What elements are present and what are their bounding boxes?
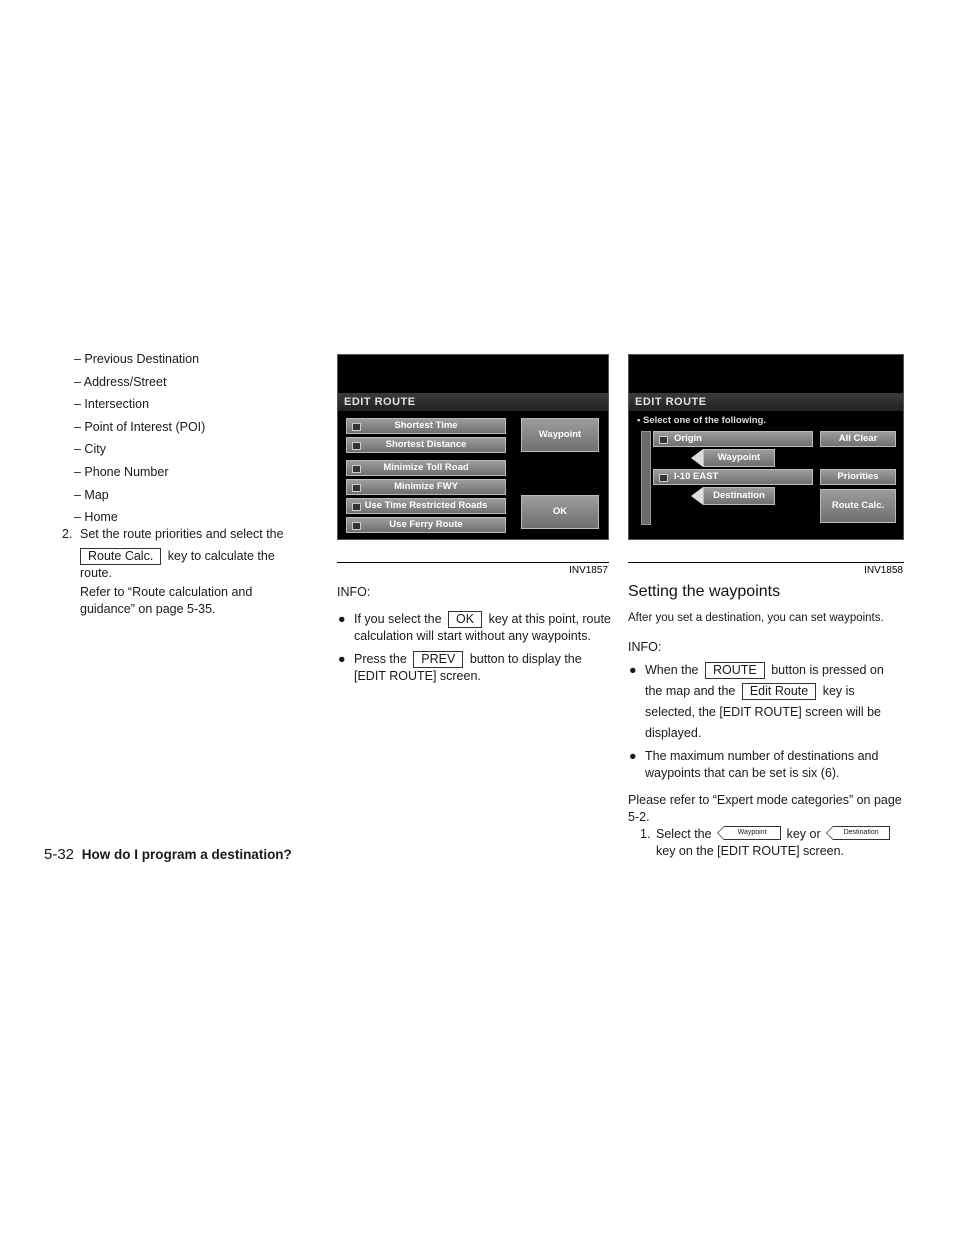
intro-text: After you set a destination, you can set waypoints.	[628, 612, 884, 624]
priority-button-label: Minimize FWY	[394, 481, 458, 492]
destination-flag-icon	[659, 474, 668, 482]
screen-title: EDIT ROUTE	[629, 393, 903, 411]
priority-button-label: Shortest Distance	[385, 439, 467, 450]
page-number: 5-32	[44, 846, 75, 863]
bullet-icon: ●	[338, 612, 346, 626]
priority-button[interactable]	[346, 460, 506, 476]
waypoint-arrow-icon	[691, 449, 703, 467]
bullet-text: key at this point, route calculation will start without any waypoints.	[354, 612, 611, 643]
priority-button[interactable]	[346, 418, 506, 434]
destination-key-icon: Destination	[833, 826, 890, 840]
refer-text: Please refer to “Expert mode categories” on page 5-2.	[628, 793, 902, 824]
bullet-text: When the	[645, 663, 699, 677]
route-calc-key: Route Calc.	[80, 548, 161, 565]
option-list-item: – Intersection	[74, 397, 150, 412]
section-heading: Setting the waypoints	[628, 583, 781, 600]
checkbox-icon	[352, 503, 361, 511]
priority-button-label: Shortest Time	[394, 420, 458, 431]
checkbox-icon	[352, 522, 361, 530]
prev-key: PREV	[413, 651, 463, 668]
i10-east-button[interactable]: I-10 EAST	[653, 469, 813, 485]
option-list-item: – Previous Destination	[74, 352, 200, 366]
origin-icon	[659, 436, 668, 444]
page-footer	[44, 846, 292, 863]
checkbox-icon	[352, 423, 361, 431]
info-title: INFO:	[628, 640, 662, 654]
priority-button-label: Use Ferry Route	[389, 519, 463, 530]
edit-route-screen-2	[628, 354, 904, 540]
priority-button[interactable]	[346, 479, 506, 495]
bullet-text: Press the	[354, 652, 407, 666]
bullet-text: button to display the [EDIT ROUTE] screen.	[354, 652, 582, 683]
option-list-item: – Point of Interest (POI)	[74, 419, 206, 434]
previous-options-list	[58, 351, 308, 532]
bullet-icon: ●	[629, 663, 637, 677]
step-1	[628, 826, 904, 860]
bullet-text: If you select the	[354, 612, 442, 626]
bullet-text: The maximum number of destinations and waypoints that can be set is six (6).	[645, 749, 879, 780]
step-text: Set the route priorities and select the	[80, 526, 284, 541]
waypoint-insert-button[interactable]: Waypoint	[703, 449, 775, 467]
scrollbar[interactable]	[641, 431, 651, 525]
info-bullet	[337, 611, 613, 645]
option-list-item: – Home	[74, 510, 118, 525]
option-list-item: – Map	[74, 487, 109, 502]
option-list-item: – Phone Number	[74, 464, 169, 479]
step-number: 1.	[640, 827, 651, 841]
chapter-title: How do I program a destination?	[81, 847, 292, 862]
priorities-button[interactable]: Priorities	[820, 469, 896, 485]
route-key: ROUTE	[705, 662, 765, 679]
step-2	[58, 526, 308, 618]
priority-button[interactable]	[346, 437, 506, 453]
waypoint-button[interactable]: Waypoint	[521, 418, 599, 452]
column-left	[58, 351, 308, 618]
step-number: 2.	[62, 526, 73, 541]
info-title: INFO:	[337, 585, 371, 599]
figure-id: INV1857	[569, 565, 608, 576]
screen-subtitle: ▪ Select one of the following.	[637, 415, 766, 426]
figure-id: INV1858	[864, 565, 903, 576]
ok-button[interactable]: OK	[521, 495, 599, 529]
edit-route-screen-1	[337, 354, 609, 540]
step-text: key or	[786, 827, 821, 841]
priority-button-label: Minimize Toll Road	[383, 462, 469, 473]
ok-key: OK	[448, 611, 482, 628]
origin-button[interactable]: Origin	[653, 431, 813, 447]
info-bullet	[628, 660, 904, 744]
edit-route-key: Edit Route	[742, 683, 816, 700]
info-bullet	[628, 748, 904, 782]
destination-insert-button[interactable]: Destination	[703, 487, 775, 505]
priority-button[interactable]	[346, 517, 506, 533]
route-calc-button[interactable]: Route Calc.	[820, 489, 896, 523]
checkbox-icon	[352, 465, 361, 473]
waypoint-key-icon: Waypoint	[724, 826, 781, 840]
checkbox-icon	[352, 484, 361, 492]
bullet-icon: ●	[629, 749, 637, 763]
column-right	[628, 610, 904, 860]
figure-rule	[628, 562, 904, 563]
bullet-icon: ●	[338, 652, 346, 666]
bullet-text: button is pressed on the map and the	[645, 663, 884, 698]
all-clear-button[interactable]: All Clear	[820, 431, 896, 447]
checkbox-icon	[352, 442, 361, 450]
bullet-text: key is selected, the [EDIT ROUTE] screen will be displayed.	[645, 684, 881, 740]
priority-button-label: Use Time Restricted Roads	[364, 500, 488, 511]
option-list-item: – City	[74, 442, 106, 457]
priority-button[interactable]	[346, 498, 506, 514]
step-text: key on the [EDIT ROUTE] screen.	[656, 844, 845, 858]
screen-title: EDIT ROUTE	[338, 393, 608, 411]
step-text: Select the	[656, 827, 712, 841]
step-text: Refer to “Route calculation and guidance” on page 5-35.	[80, 584, 253, 616]
option-list-item: – Address/Street	[74, 374, 167, 389]
destination-arrow-icon	[691, 487, 703, 505]
info-bullet	[337, 651, 613, 685]
step-text: key to calculate the route.	[80, 548, 275, 580]
figure-rule	[337, 562, 609, 563]
column-middle	[337, 584, 613, 691]
